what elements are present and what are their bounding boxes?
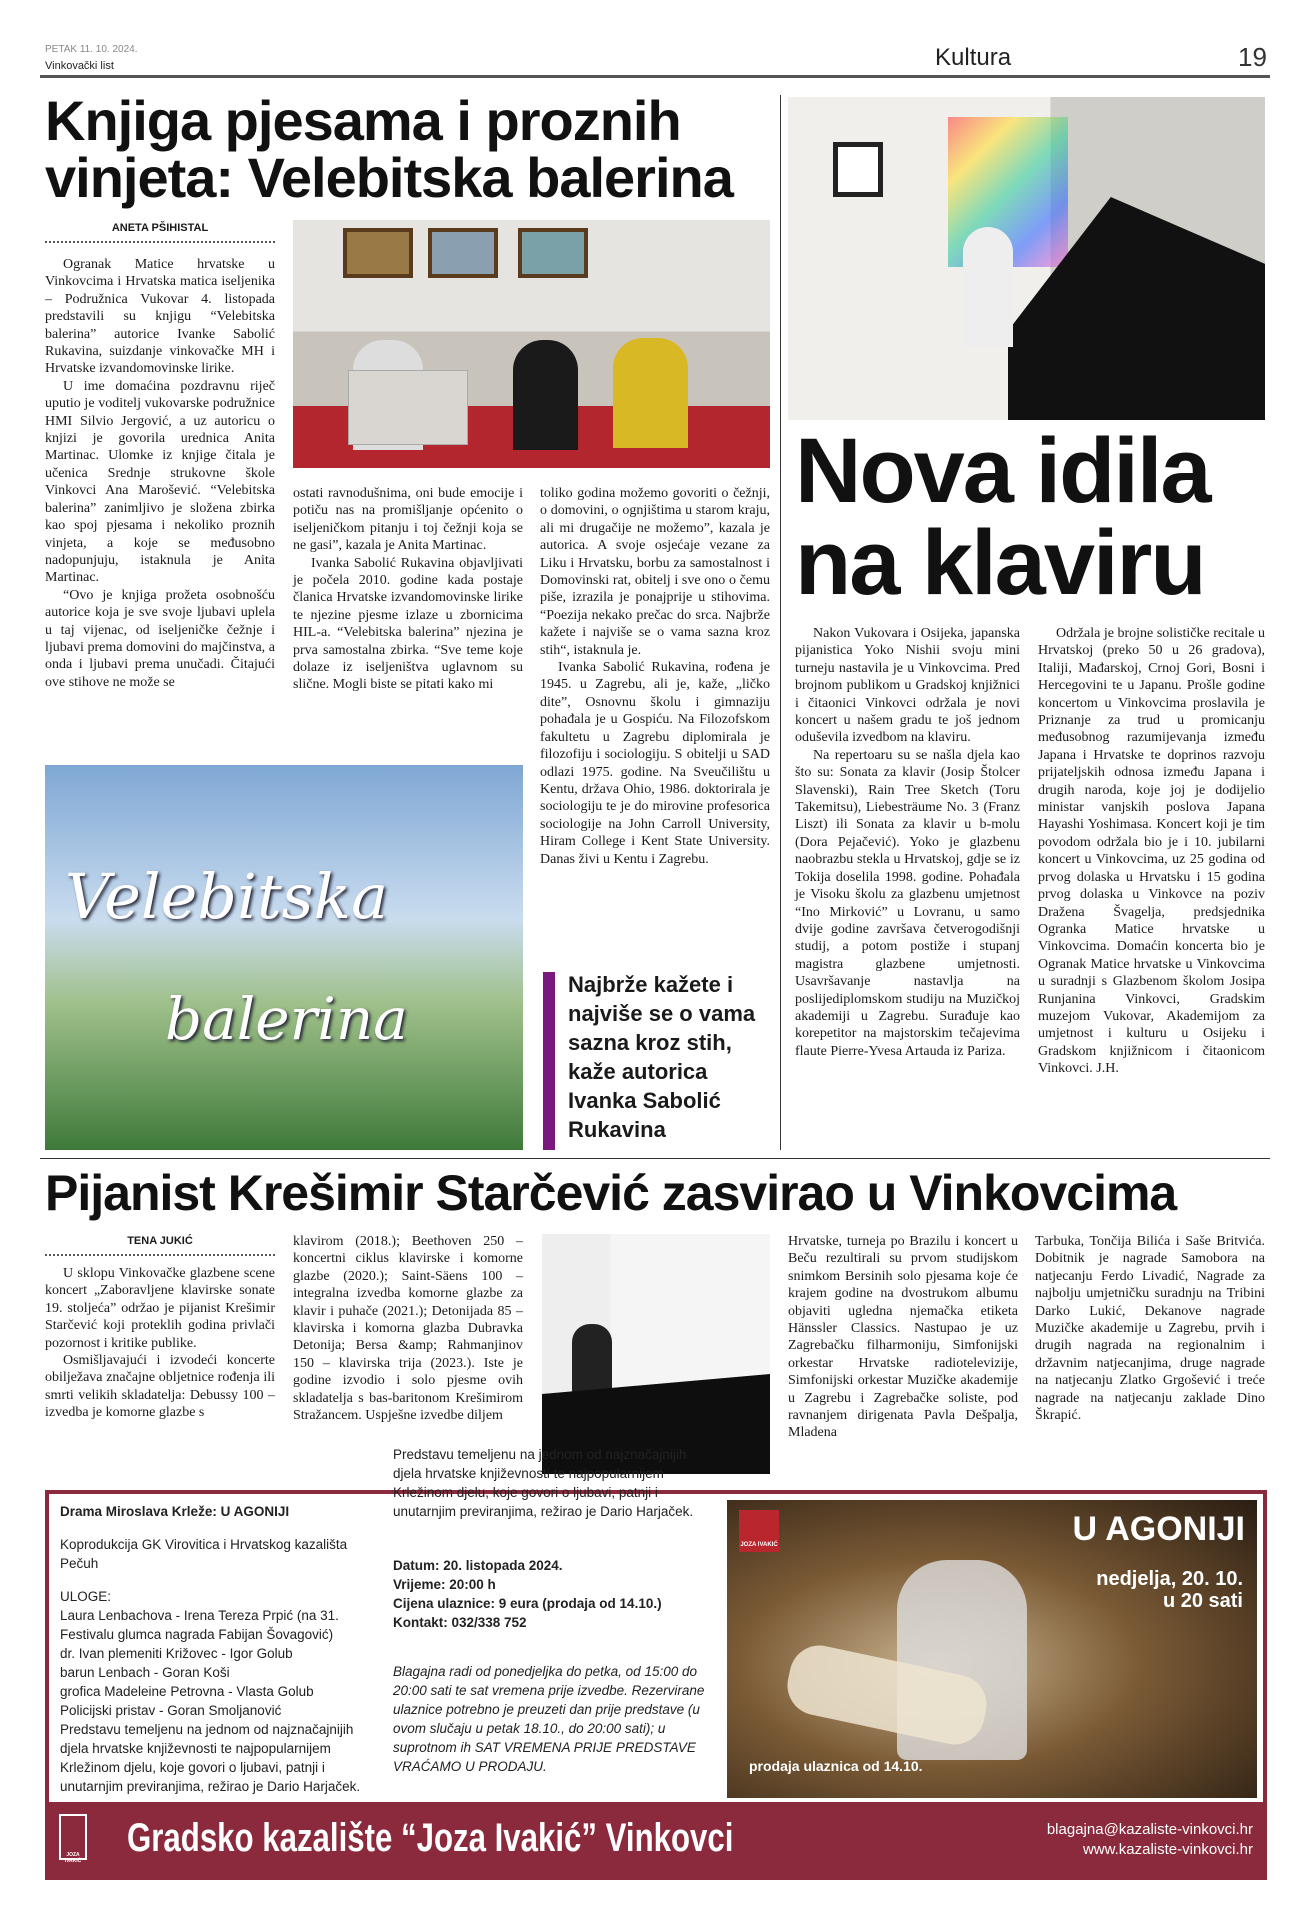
article3-column-2 — [293, 1233, 523, 1424]
article3-column-1 — [45, 1265, 275, 1422]
pull-quote-bar — [543, 972, 555, 1150]
ad-coproduction: Koprodukcija GK Virovitica i Hrvatskog kazališta Pečuh — [60, 1537, 348, 1571]
paragraph: klavirom (2018.); Beethoven 250 – koncertni ciklus klavirske i komorne glazbe (2020.); Saint-Säens 100 – integralna izvedba komorne glazbe za klavir i puhače (2021.); Detonijada 85 – klavirska i komorna glazba Dubravka Detonija; Bersa &amp; Rahmanjinov 150 – klavirska trija (2023.). Iste je godine izvodio i solo pjesme ovih skladatelja s bas-baritonom Krešimirom Stražancem. Uspješne izvedbe diljem — [293, 1234, 523, 1424]
pianist-photo — [788, 97, 1265, 420]
book-cover-title-2: balerina — [165, 985, 408, 1053]
ad-title: Drama Miroslava Krleže: U AGONIJI — [60, 1504, 290, 1519]
article3-byline: TENA JUKIĆ — [45, 1235, 275, 1256]
poster-sale-info: prodaja ulaznica od 14.10. — [749, 1758, 923, 1774]
article1-column-2 — [293, 485, 523, 694]
theatre-email-link[interactable]: blagajna@kazaliste-vinkovci.hr — [1046, 1821, 1253, 1838]
ad-box-office-note: Blagajna radi od ponedjeljka do petka, od 15:00 do 20:00 sati te sat vremena prije izvedbe. Rezervirane ulaznice potrebno je preuzeti dan prije predstave (u ovom slučaju u petak 18.10., do 20:00 sati); u suprotnom ih SAT VREMENA PRIJE PREDSTAVE VRAĆAMO U PRODAJU. — [393, 1664, 705, 1774]
paragraph: Hrvatske, turneja po Brazilu i koncert u Beču rezultirali su prvom studijskom snimkom Bersinih solo pjesama koje će krajem godine na dvostrukom albumu objaviti ugledna njemačka etiketa Hänssler Classics. Nastupao je uz Zagrebačku filharmoniju, Simfonijski orkestar Hrvatske radiotelevizije, Simfonijski orkestar Muzičke akademije u Zagrebu i Zagrebačke soliste, pod ravnanjem dirigenata Pavla Dešpalja, Mladena — [788, 1234, 1018, 1441]
paragraph: Ivanka Sabolić Rukavina, rođena je 1945. u Zagrebu, ali je, kaže, „ličko dite”, Osnovnu školu i gimnaziju pohađala je u Gospiću. Na Filozofskom fakultetu u Zagrebu diplomirala je filozofiju i sociologiju. S obitelji u SAD odlazi 1975. godine. Na Sveučilištu u Kentu, država Ohio, 1986. doktorirala je sociologiju te je do mirovine profesorica sociologije na John Carroll University, Hiram College i Kent State University. Danas živi u Kentu i Zagrebu. — [540, 660, 770, 867]
ad-contact: Kontakt: 032/338 752 — [393, 1615, 527, 1630]
book-cover-image — [45, 765, 523, 1150]
role-item: barun Lenbach - Goran Koši — [60, 1665, 230, 1680]
role-item: Laura Lenbachova - Irena Tereza Prpić (na 31. Festivalu glumca nagrada Fabijan Šovagović) — [60, 1608, 339, 1642]
play-poster — [727, 1500, 1257, 1798]
article2-column-2 — [1038, 625, 1265, 1078]
article3-headline: Pijanist Krešimir Starčević zasvirao u Vinkovcima — [45, 1165, 1177, 1221]
poster-date — [1096, 1568, 1243, 1612]
paragraph: “Ovo je knjiga prožeta osobnošću autorice koja je sve svoje ljubavi uplela u taj vijenac, od iseljeničke čežnje i ljubavi prema domovini do majčinstva, a onda i ljubavi prema unučadi. Čitajući ove stihove ne može se — [45, 587, 275, 690]
painting-icon — [428, 228, 498, 278]
poster-title: U AGONIJI — [1072, 1510, 1245, 1548]
newspaper-name: Vinkovački list — [45, 60, 114, 72]
ad-time: Vrijeme: 20:00 h — [393, 1577, 496, 1592]
column-divider — [780, 95, 781, 1150]
ad-date: Datum: 20. listopada 2024. — [393, 1558, 563, 1573]
section-title: Kultura — [935, 44, 1012, 71]
paragraph: ostati ravnodušnima, oni bude emocije i potiču nas na promišljanje općenito o iseljeničkom pitanju i toj čežnji koja se ne gasi”, kazala je Anita Martinac. — [293, 486, 523, 554]
ad-left-column — [60, 1502, 375, 1794]
paragraph: toliko godina možemo govoriti o čežnji, o domovini, o ognjištima u starom kraju, ali mi drugačije ne možemo”, kazala je autorica. A svoje osjećaje vezane za Liku i Hrvatsku, borbu za samostalnost i Domovinski rat, obitelj i sve ono o čemu piše, izrazila je ponajprije u stihovima. “Poezija nekako prečac do srca. Najbrže kažete i najviše se o vama sazna kroz stih“, istaknula je. — [540, 486, 770, 658]
ad-roles-list — [60, 1606, 375, 1720]
painting-icon — [343, 228, 413, 278]
role-item: dr. Ivan plemeniti Križovec - Igor Golub — [60, 1646, 293, 1661]
theatre-name: Gradsko kazalište “Joza Ivakić” Vinkovci — [127, 1816, 734, 1860]
article2-column-1 — [795, 625, 1020, 1060]
theatre-logo: JOZA IVAKIĆ — [739, 1510, 779, 1552]
pianist-starcevic-photo — [542, 1234, 770, 1474]
theatre-website-link[interactable]: www.kazaliste-vinkovci.hr — [1082, 1841, 1253, 1858]
paragraph: Na repertoaru su se našla djela kao što su: Sonata za klavir (Josip Štolcer Slavenski), Rain Tree Sketch (Toru Takemitsu), Liebesträume No. 3 (Franz Liszt) ili Sonata za klavir u b-molu (Dora Pejačević). Yoko je glazbenu naobrazbu stekla u Hrvatskoj, gdje se iz Tokija doselila 1998. godine. Pohađala je Visoku školu za glazbenu umjetnost “Ino Mirković” u Lovranu, u samo dvije godine završava četverogodišnji studij, a potom postiže i stupanj magistra glazbene umjetnosti. Usavršavanje nastavlja na poslijediplomskom studiju na Muzičkoj akademiji u Zagrebu. Surađuje kao korepetitor na majstorskim tečajevima flaute Pierre-Yvesa Artauda iz Pariza. — [795, 747, 1020, 1059]
pianist-figure — [963, 227, 1013, 347]
theatre-contacts — [1047, 1820, 1253, 1860]
section-divider — [40, 1158, 1270, 1159]
paragraph: Ogranak Matice hrvatske u Vinkovcima i Hrvatska matica iseljenika – Podružnica Vukovar 4. listopada predstavili su knjigu “Velebitska balerina” autorice Ivanke Sabolić Rukavina, suizdanje vinkovačke MH i Hrvatske izvandomovinske lirike. — [45, 257, 275, 377]
painting-icon — [518, 228, 588, 278]
article1-byline: ANETA PŠIHISTAL — [45, 222, 275, 243]
painting-icon — [833, 142, 883, 197]
paragraph: Održala je brojne solističke recitale u Hrvatskoj (preko 50 u 26 gradova), Italiji, Mađarskoj, Crnoj Gori, Bosni i Hercegovini te u Japanu. Prošle godine koncertom u Vinkovcima proslavila je Priznanje za trud u promicanju međusobnog razumijevanja između Japana i Hrvatske te doprinos razvoju prijateljskih odnosa između Japana i drugih naroda, koje joj je dodijelio ministar vanjskih poslova Japana Hayashi Yoshimasa. Koncert koji je tim povodom održala bio je i 10. jubilarni koncert u Vinkovcima, uz 25 godina od prvog dolaska u Hrvatsku i 15 godina prvog dolaska u Vinkovce na poziv Dražena Švagelja, predsjednika Ogranka Matice hrvatske u Vinkovcima. Domaćin koncerta bio je Ogranak Matice hrvatske u Vinkovcima u suradnji s Glazbenom školom Josipa Runjanina Vinkovci, Gradskim muzejom Vukovar, Akademijom za umjetnost i kulturu u Osijeku i Gradskom knjižnicom i čitaonicom Vinkovci. J.H. — [1038, 626, 1265, 1077]
person-figure — [613, 338, 688, 448]
ad-roles-label: ULOGE: — [60, 1589, 112, 1604]
theatre-footer-band — [45, 1802, 1267, 1880]
poster-day: nedjelja, 20. 10. — [1096, 1568, 1243, 1590]
person-figure — [513, 340, 578, 450]
theatre-logo: JOZA IVAKIĆ — [59, 1814, 87, 1860]
paragraph: Tarbuka, Tončija Bilića i Saše Britvića. Dobitnik je nagrade Samobora na natjecanju Ferdo Livadić, Nagrade za najbolju umjetničku suradnju na Tribini Darko Lukić, Dekanove nagrade Muzičke akademije u Zagrebu, prvih i drugih nagrada na regionalnim i državnim natjecanjima, druge nagrade na natjecanju Zlatko Grgošević i treće nagrade na natjecanju zaklade Dino Škrapić. — [1035, 1234, 1265, 1424]
article1-column-1 — [45, 256, 275, 691]
paragraph: Ivanka Sabolić Rukavina objavljivati je počela 2010. godine kada postaje članica Hrvatske izvandomovinske lirike te njezine pjesme izlaze u zbornicima HIL-a. “Velebitska balerina” njezina je prva samostalna zbirka. “Sve teme koje dolaze iz iseljeništva uglavnom su slične. Mogli biste se pitati kako mi — [293, 555, 523, 693]
page-number: 19 — [1238, 42, 1267, 72]
paragraph: U ime domaćina pozdravnu riječ uputio je voditelj vukovarske podružnice HMI Silvio Jergović, a uz autoricu o knjizi je govorila urednica Anita Martinac. Ulomke iz knjige čitala je učenica Srednje strukovne škole Vinkovci Ana Marošević. “Velebitska balerina” zanimljivo je složena zbirka kao spoj pjesama i nekoliko proznih vinjeta, a koje se međusobno nadopunjuju, istaknula je Anita Martinac. — [45, 378, 275, 586]
article3-column-4 — [1035, 1233, 1265, 1424]
paragraph: Osmišljavajući i izvodeći koncerte obilježava značajne obljetnice rođenja ili smrti velikih skladatelja: Debussy 100 – izvedba je komorne glazbe s — [45, 1353, 275, 1421]
paragraph: U sklopu Vinkovačke glazbene scene koncert „Zaboravljene klavirske sonate 19. stoljeća” održao je pijanist Krešimir Starčević koji proteklih godina privlači pozornost i kritike publike. — [45, 1266, 275, 1351]
ad-middle-column — [393, 1447, 713, 1776]
ad-price: Cijena ulaznice: 9 eura (prodaja od 14.10.) — [393, 1596, 662, 1611]
ad-description-tail: Predstavu temeljenu na jednom od najznačajnijih djela hrvatske književnosti te najpopularnijem Krležinom djelu, koje govori o ljubavi, patnji i unutarnjim previranjima, režirao je Dario Harjaček. — [393, 1447, 694, 1519]
role-item: Policijski pristav - Goran Smoljanović — [60, 1703, 282, 1718]
pull-quote: Najbrže kažete i najviše se o vama sazna kroz stih, kaže autorica Ivanka Sabolić Rukavina — [568, 972, 756, 1142]
ad-description: Predstavu temeljenu na jednom od najznačajnijih djela hrvatske književnosti te najpopularnijem Krležinom djelu, koje govori o ljubavi, patnji i unutarnjim previranjima, režirao je Dario Harjaček. — [60, 1722, 361, 1794]
header-rule — [40, 75, 1270, 78]
book-presentation-photo — [293, 220, 770, 468]
article3-column-3 — [788, 1233, 1018, 1442]
issue-date: PETAK 11. 10. 2024. — [45, 44, 138, 55]
role-item: grofica Madeleine Petrovna - Vlasta Golub — [60, 1684, 314, 1699]
article1-headline: Knjiga pjesama i proznih vinjeta: Velebitska balerina — [45, 89, 733, 210]
poster-hour: u 20 sati — [1162, 1590, 1243, 1612]
article2-headline: Nova idila na klaviru — [795, 420, 1210, 614]
ad-description-continued — [393, 1447, 713, 1540]
laptop-icon — [348, 370, 468, 445]
paragraph: Nakon Vukovara i Osijeka, japanska pijanistica Yoko Nishii svoju mini turneju nastavila je u Vinkovcima. Pred brojnom publikom u Gradskoj knjižnici i čitaonici Vinkovci održala je novi koncert u našem gradu te još jednom oduševila izvedbom na klaviru. — [795, 626, 1020, 746]
article1-column-3 — [540, 485, 770, 868]
book-cover-title-1: Velebitska — [65, 860, 389, 933]
